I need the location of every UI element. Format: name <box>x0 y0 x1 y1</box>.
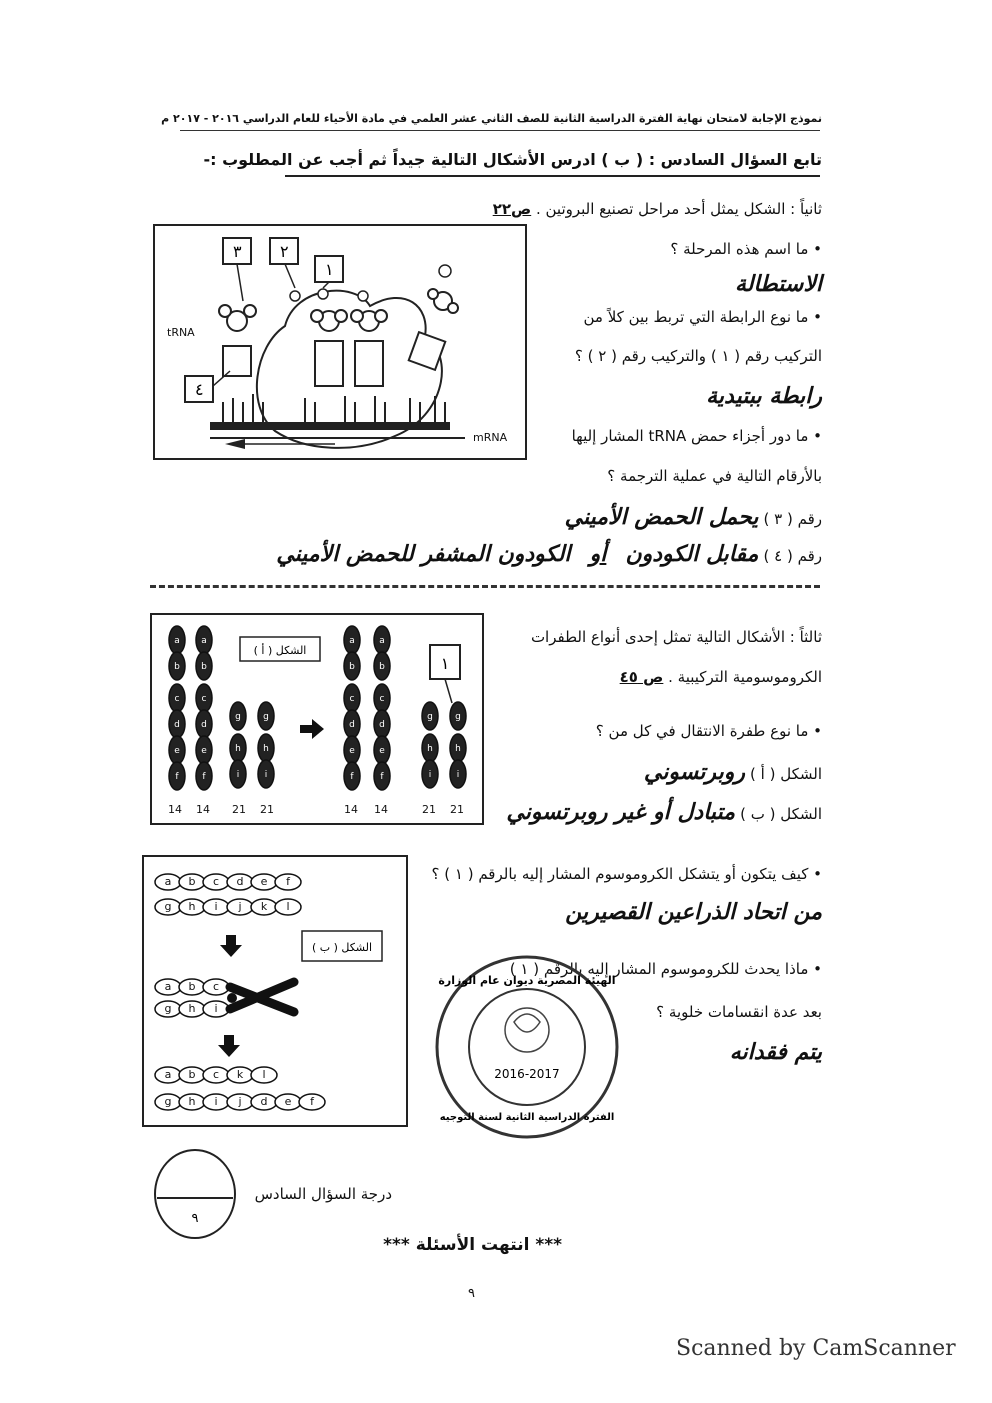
svg-text:21: 21 <box>260 803 274 816</box>
chromosome <box>169 626 185 790</box>
gene-label: k <box>236 1068 244 1081</box>
gene-label: f <box>350 772 354 782</box>
section3-q2: • كيف يتكون أو يتشكل الكروموسوم المشار إليه بالرقم ( ١ ) ؟ <box>431 865 822 883</box>
section2-a2: رابطة ببتيدية <box>706 384 822 409</box>
gene-label: l <box>262 1068 266 1081</box>
svg-text:14: 14 <box>168 803 182 816</box>
section3-page-ref: ص ٤٥ <box>619 668 664 686</box>
official-seal <box>432 952 622 1142</box>
translation-diagram <box>155 226 525 458</box>
gene-label: j <box>238 900 242 913</box>
seal-top-text: الهيئة المصرية ديوان عام الوزارة <box>438 974 616 987</box>
question-title-underline <box>285 175 820 177</box>
gene-label: b <box>349 662 355 672</box>
seal-bottom-text: الفترة الدراسية الثانية لسنة التوجيه <box>439 1112 615 1123</box>
gene-label: k <box>260 900 268 913</box>
gene-label: i <box>428 770 432 780</box>
gene-label: g <box>164 900 172 913</box>
gene-label: h <box>188 1095 196 1108</box>
section2-q3-line1: • ما دور أجزاء حمض tRNA المشار إليها <box>571 427 822 445</box>
gene-label: a <box>164 875 172 888</box>
translation-figure <box>153 224 527 460</box>
gene-label: b <box>188 980 196 993</box>
section3-a2: من اتحاد الذراعين القصيرين <box>565 900 822 925</box>
figure-a <box>150 613 484 825</box>
gene-label: c <box>379 694 385 704</box>
section3-q1: • ما نوع طفرة الانتقال في كل من ؟ <box>595 722 822 740</box>
section3-intro-line2: الكروموسومية التركيبية . ص ٤٥ <box>619 668 822 686</box>
figure-b-diagram <box>144 857 406 1125</box>
gene-label: a <box>379 636 385 646</box>
gene-label: h <box>235 744 241 754</box>
figure-num4: ٤ <box>195 380 204 399</box>
gene-label: g <box>455 712 461 722</box>
section3-a3: يتم فقدانه <box>729 1040 822 1065</box>
svg-text:14: 14 <box>196 803 210 816</box>
gene-label: a <box>164 980 172 993</box>
gene-label: b <box>174 662 180 672</box>
shape-b-label: الشكل ( ب ) <box>740 805 822 823</box>
gene-label: g <box>164 1095 172 1108</box>
figure-a-bottom-labels <box>168 803 464 816</box>
gene-label: e <box>349 746 355 756</box>
arrow-icon <box>300 719 324 739</box>
gene-label: h <box>455 744 461 754</box>
gene-label: c <box>349 694 355 704</box>
gene-label: i <box>214 1002 218 1015</box>
crossing-chromosomes <box>155 979 294 1017</box>
gene-label: b <box>188 875 196 888</box>
mrna-label: mRNA <box>473 431 508 444</box>
figure-a-tag: الشكل ( أ ) <box>253 644 307 657</box>
svg-text:21: 21 <box>232 803 246 816</box>
section3-q3-line2: بعد عدة انقسامات خلوية ؟ <box>656 1003 822 1021</box>
gene-label: h <box>263 744 269 754</box>
row3-label: رقم ( ٣ ) <box>763 510 822 528</box>
end-of-questions: *** انتهت الأسئلة *** <box>383 1235 562 1255</box>
header-rule <box>180 130 820 131</box>
row3-answer: يحمل الحمض الأميني <box>564 505 759 530</box>
gene-label: g <box>427 712 433 722</box>
gene-label: g <box>164 1002 172 1015</box>
gene-label: d <box>260 1095 268 1108</box>
gene-label: c <box>201 694 207 704</box>
chromosome <box>422 702 438 788</box>
gene-label: f <box>380 772 384 782</box>
shape-b-answer-row <box>506 800 822 825</box>
gene-label: e <box>201 746 207 756</box>
down-arrow-icon <box>220 935 242 957</box>
score-circle <box>153 1148 238 1241</box>
gene-label: b <box>201 662 207 672</box>
shape-a-answer: روبرتسوني <box>643 760 745 785</box>
chromosome <box>258 702 274 788</box>
answer-row-3 <box>565 505 822 530</box>
gene-label: e <box>174 746 180 756</box>
gene-label: i <box>264 770 268 780</box>
row4-or: أو <box>589 542 607 567</box>
section2-page-ref: ص٢٢ <box>492 200 532 218</box>
figure-num2: ٢ <box>280 242 289 261</box>
chromosome <box>374 626 390 790</box>
gene-label: b <box>379 662 385 672</box>
gene-label: j <box>238 1095 242 1108</box>
chromosome <box>450 702 466 788</box>
svg-text:21: 21 <box>450 803 464 816</box>
chromosome <box>155 1067 277 1083</box>
exam-header: نموذج الإجابة لامتحان نهاية الفترة الدراسية الثانية للصف الثاني عشر العلمي في مادة الأحياء للعام الدراسي ٢٠١٦ - ٢٠١٧ م <box>161 112 822 125</box>
figure-num3: ٣ <box>233 242 242 261</box>
row4-answer: مقابل الكودون <box>625 542 759 567</box>
figure-num1: ١ <box>325 260 334 279</box>
figure-b-tag: الشكل ( ب ) <box>311 941 373 954</box>
section2-q1: • ما اسم هذه المرحلة ؟ <box>670 240 822 258</box>
row4-label: رقم ( ٤ ) <box>763 547 822 565</box>
camscanner-watermark: Scanned by CamScanner <box>676 1336 956 1361</box>
svg-text:21: 21 <box>422 803 436 816</box>
gene-label: i <box>214 1095 218 1108</box>
section2-intro: ثانياً : الشكل يمثل أحد مراحل تصنيع البروتين . ص٢٢ <box>492 200 822 218</box>
gene-label: a <box>174 636 180 646</box>
section2-q2-line2: التركيب رقم ( ١ ) والتركيب رقم ( ٢ ) ؟ <box>574 347 822 365</box>
gene-label: c <box>212 875 220 888</box>
svg-text:14: 14 <box>344 803 358 816</box>
section2-a1: الاستطالة <box>735 272 822 297</box>
gene-label: c <box>174 694 180 704</box>
gene-label: e <box>379 746 385 756</box>
gene-label: l <box>286 900 290 913</box>
chromosome <box>155 1001 229 1017</box>
shape-a-answer-row <box>644 760 822 785</box>
gene-label: g <box>235 712 241 722</box>
section3-intro-line1: ثالثاً : الأشكال التالية تمثل إحدى أنواع الطفرات <box>530 628 822 646</box>
gene-label: d <box>349 720 355 730</box>
gene-label: f <box>310 1095 314 1108</box>
gene-label: f <box>175 772 179 782</box>
chromosome <box>196 626 212 790</box>
section3-q3-line1: • ماذا يحدث للكروموسوم المشار إليه بالرقم ( ١ ) <box>509 960 822 978</box>
answer-row-4 <box>276 542 822 567</box>
section2-q2-line1: • ما نوع الرابطة التي تربط بين كلاً من <box>583 308 822 326</box>
chromosome <box>155 899 301 915</box>
shape-b-answer: متبادل أو غير روبرتسوني <box>506 800 735 825</box>
chromosome <box>230 702 246 788</box>
gene-label: b <box>188 1068 196 1081</box>
gene-label: g <box>263 712 269 722</box>
question-title: تابع السؤال السادس : ( ب ) ادرس الأشكال التالية جيداً ثم أجب عن المطلوب :- <box>203 150 822 169</box>
score-label: درجة السؤال السادس <box>254 1185 392 1203</box>
gene-label: h <box>427 744 433 754</box>
chromosome <box>155 1094 325 1110</box>
gene-label: c <box>212 1068 220 1081</box>
gene-label: d <box>236 875 244 888</box>
gene-label: a <box>201 636 207 646</box>
gene-label: d <box>379 720 385 730</box>
gene-label: h <box>188 900 196 913</box>
page-number: ٩ <box>468 1286 475 1301</box>
figure-a-num1: ١ <box>440 654 450 673</box>
score-value: ٩ <box>191 1211 199 1226</box>
chromosome <box>155 979 229 995</box>
seal-year: 2016-2017 <box>494 1067 560 1081</box>
gene-label: e <box>260 875 268 888</box>
gene-label: i <box>456 770 460 780</box>
section-divider <box>150 585 820 588</box>
figure-b <box>142 855 408 1127</box>
gene-label: i <box>214 900 218 913</box>
gene-label: a <box>349 636 355 646</box>
section2-q3-line2: بالأرقام التالية في عملية الترجمة ؟ <box>607 467 822 485</box>
gene-label: i <box>236 770 240 780</box>
gene-label: a <box>164 1068 172 1081</box>
gene-label: h <box>188 1002 196 1015</box>
svg-text:14: 14 <box>374 803 388 816</box>
gene-label: d <box>174 720 180 730</box>
gene-label: d <box>201 720 207 730</box>
shape-a-label: الشكل ( أ ) <box>750 765 822 783</box>
gene-label: c <box>212 980 220 993</box>
gene-label: f <box>286 875 290 888</box>
chromosome <box>344 626 360 790</box>
row4-answer2: الكودون المشفر للحمض الأميني <box>276 542 571 567</box>
down-arrow-icon <box>218 1035 240 1057</box>
chromosome <box>155 874 301 890</box>
gene-label: f <box>202 772 206 782</box>
figure-a-diagram <box>152 615 482 823</box>
gene-label: e <box>284 1095 292 1108</box>
trna-label: tRNA <box>167 326 195 339</box>
